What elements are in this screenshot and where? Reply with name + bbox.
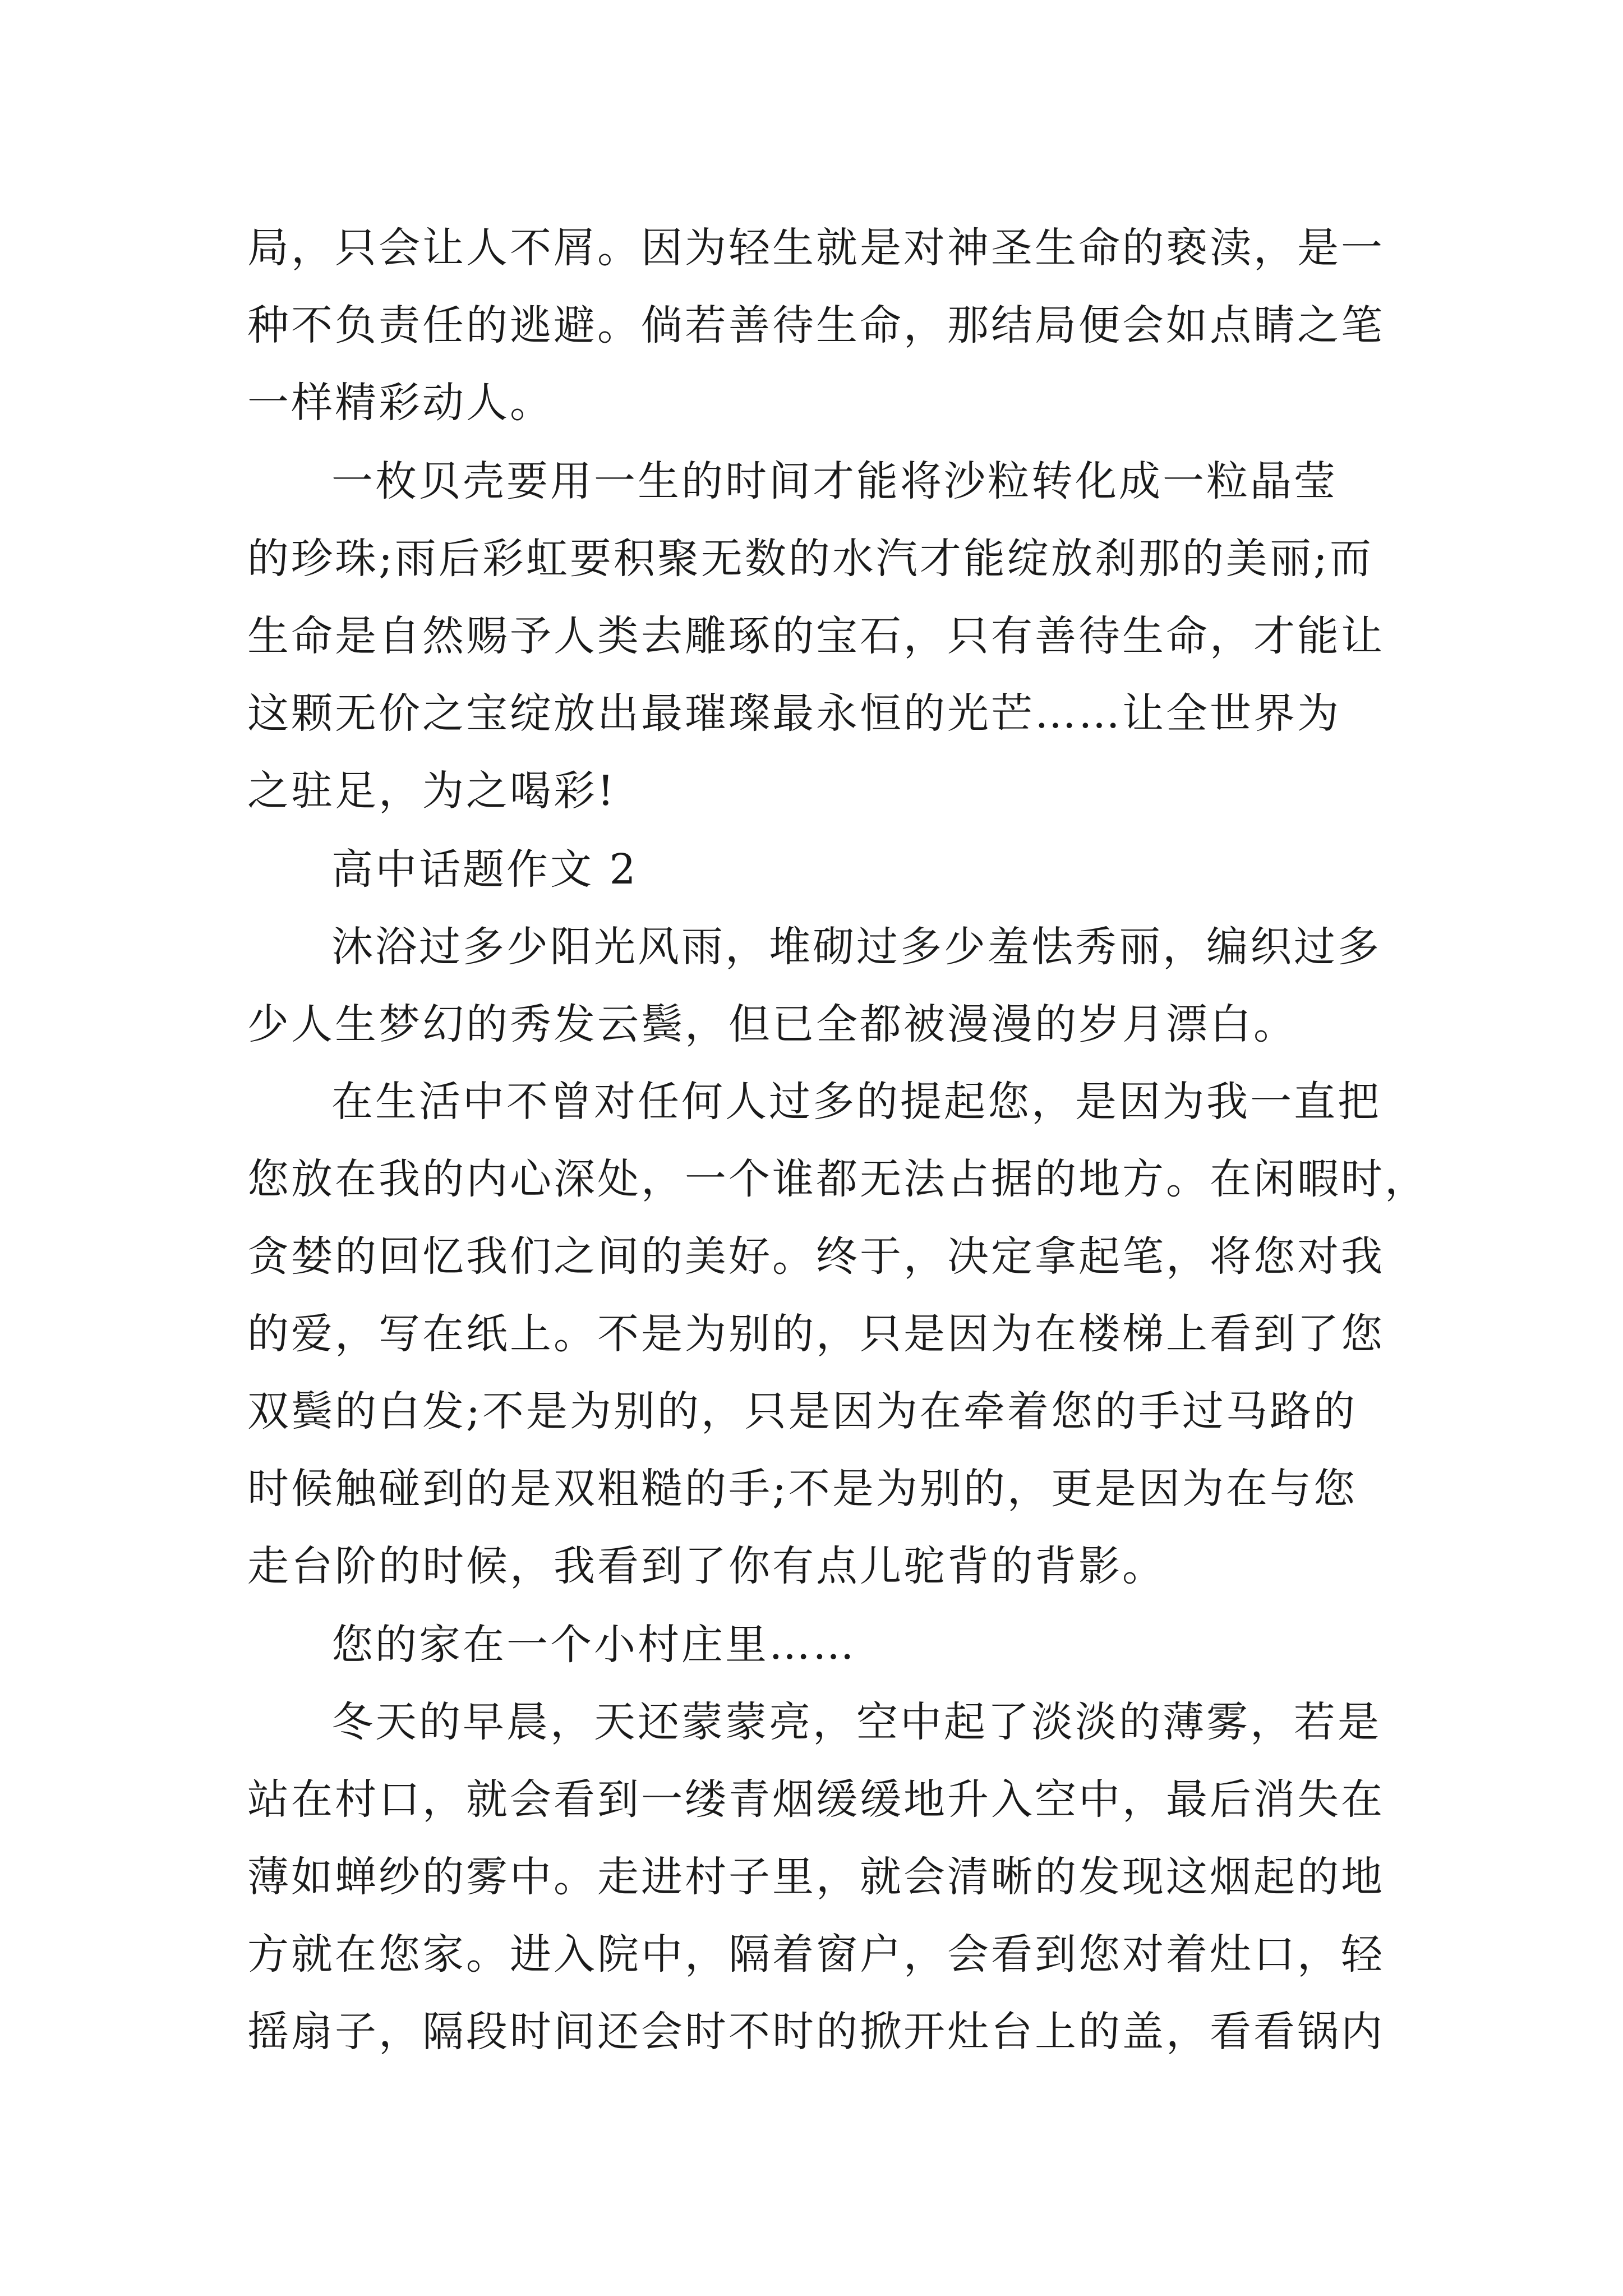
text-line: 少人生梦幻的秀发云鬓，但已全都被漫漫的岁月漂白。 (247, 1000, 1297, 1048)
text-line: 站在村口，就会看到一缕青烟缓缓地升入空中，最后消失在 (247, 1775, 1385, 1824)
text-line: 之驻足，为之喝彩! (247, 767, 616, 815)
text-line: 走台阶的时候，我看到了你有点儿驼背的背影。 (247, 1542, 1166, 1590)
text-line: 沐浴过多少阳光风雨，堆砌过多少羞怯秀丽，编织过多 (331, 923, 1381, 971)
text-line: 双鬓的白发;不是为别的，只是因为在牵着您的手过马路的 (247, 1387, 1357, 1435)
text-line: 局，只会让人不屑。因为轻生就是对神圣生命的亵渎，是一 (247, 224, 1385, 272)
text-line: 种不负责任的逃避。倘若善待生命，那结局便会如点睛之笔 (247, 301, 1385, 349)
text-line: 生命是自然赐予人类去雕琢的宝石，只有善待生命，才能让 (247, 612, 1385, 660)
text-line: 在生活中不曾对任何人过多的提起您，是因为我一直把 (331, 1078, 1381, 1126)
text-line: 您放在我的内心深处，一个谁都无法占据的地方。在闲暇时， (247, 1155, 1428, 1203)
text-line: 的爱，写在纸上。不是为别的，只是因为在楼梯上看到了您 (247, 1310, 1385, 1358)
text-line: 方就在您家。进入院中，隔着窗户，会看到您对着灶口，轻 (247, 1930, 1385, 1978)
text-line: 的珍珠;雨后彩虹要积聚无数的水汽才能绽放刹那的美丽;而 (247, 535, 1373, 583)
text-line: 摇扇子，隔段时间还会时不时的掀开灶台上的盖，看看锅内 (247, 2008, 1385, 2056)
text-line: 时候触碰到的是双粗糙的手;不是为别的，更是因为在与您 (247, 1465, 1357, 1513)
section-heading: 高中话题作文 2 (331, 845, 638, 894)
text-line: 薄如蝉纱的雾中。走进村子里，就会清晰的发现这烟起的地 (247, 1853, 1385, 1901)
text-line: 贪婪的回忆我们之间的美好。终于，决定拿起笔，将您对我 (247, 1232, 1385, 1281)
text-line: 一枚贝壳要用一生的时间才能将沙粒转化成一粒晶莹 (331, 457, 1338, 505)
text-line: 冬天的早晨，天还蒙蒙亮，空中起了淡淡的薄雾，若是 (331, 1698, 1381, 1746)
text-line: 这颗无价之宝绽放出最璀璨最永恒的光芒……让全世界为 (247, 689, 1341, 738)
text-line: 一样精彩动人。 (247, 379, 554, 427)
text-line: 您的家在一个小村庄里…… (331, 1621, 856, 1669)
